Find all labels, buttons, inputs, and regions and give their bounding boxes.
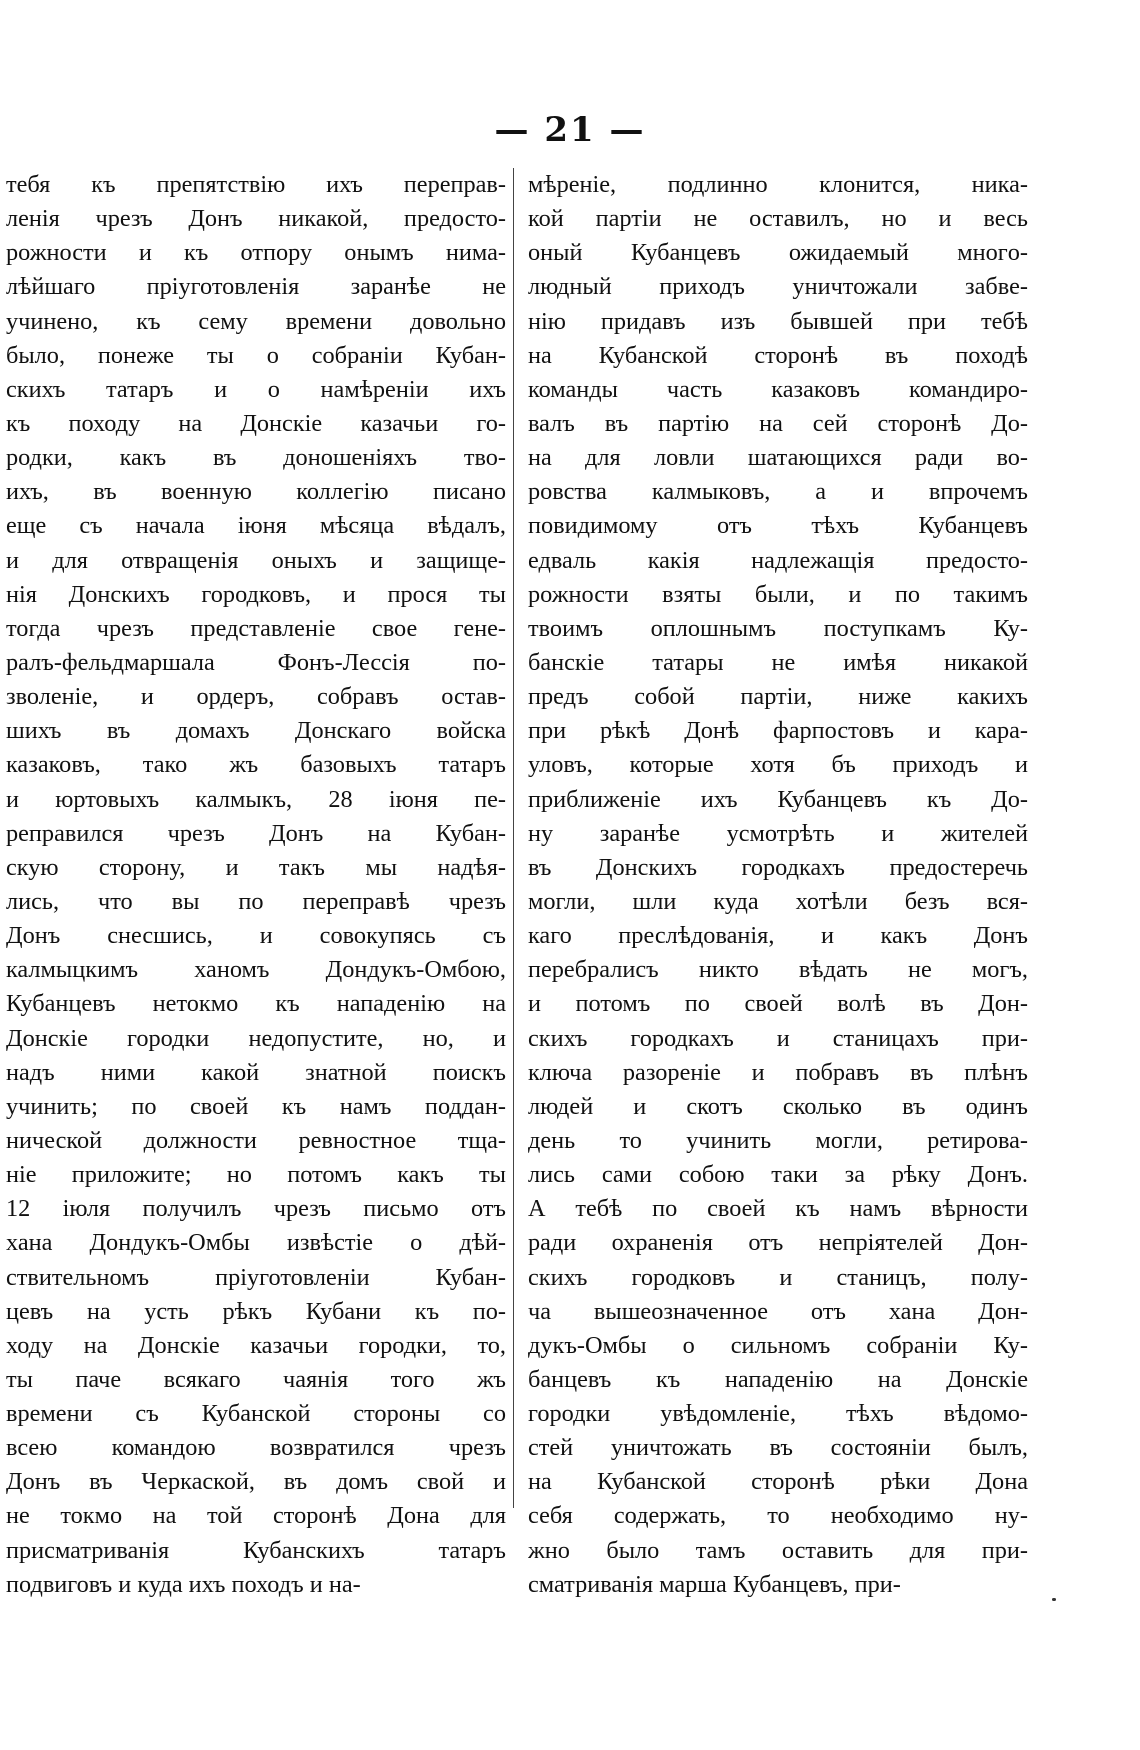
text-line: скихъ городкахъ и станицахъ при- — [528, 1024, 1028, 1052]
text-line: ствительномъ пріуготовленіи Кубан- — [6, 1263, 506, 1291]
text-line: учинить; по своей къ намъ поддан- — [6, 1092, 506, 1120]
text-line: къ походу на Донскіе казачьи го- — [6, 409, 506, 437]
text-line: скихъ татаръ и о намѣреніи ихъ — [6, 375, 506, 403]
text-line: людный приходъ уничтожали забве- — [528, 273, 1028, 301]
text-line: цевъ на усть рѣкъ Кубани къ по- — [6, 1297, 506, 1325]
text-line: и юртовыхъ калмыкъ, 28 іюня пе- — [6, 785, 506, 813]
text-line: день то учинить могли, ретирова- — [528, 1126, 1028, 1154]
text-line: въ Донскихъ городкахъ предостеречь — [528, 853, 1028, 881]
text-line: твоимъ оплошнымъ поступкамъ Ку- — [528, 614, 1028, 642]
text-line: ключа разореніе и побравъ въ плѣнъ — [528, 1058, 1028, 1086]
text-line: было, понеже ты о собраніи Кубан- — [6, 341, 506, 369]
left-column — [6, 168, 506, 1602]
text-line: каго преслѣдованія, и какъ Донъ — [528, 922, 1028, 950]
text-line: повидимому отъ тѣхъ Кубанцевъ — [528, 512, 1028, 540]
text-line: скихъ городковъ и станицъ, полу- — [528, 1263, 1028, 1291]
text-line: шихъ въ домахъ Донскаго войска — [6, 717, 506, 745]
text-line: хана Дондукъ-Омбы извѣстіе о дѣй- — [6, 1229, 506, 1257]
text-line: лѣйшаго пріуготовленія заранѣе не — [6, 273, 506, 301]
text-line: скую сторону, и такъ мы надѣя- — [6, 853, 506, 881]
text-line: надъ ними какой знатной поискъ — [6, 1058, 506, 1086]
text-line: тебя къ препятствію ихъ перепрaв- — [6, 171, 506, 198]
text-line: присматриванія Кубанскихъ татаръ — [6, 1536, 506, 1564]
text-line: нію придавъ изъ бывшей при тебѣ — [528, 307, 1028, 335]
text-line: калмыцкимъ ханомъ Дондукъ-Омбою, — [6, 956, 506, 984]
text-line: при рѣкѣ Донѣ фарпостовъ и кара- — [528, 717, 1028, 745]
text-line: ленія чрезъ Донъ никакой, предосто- — [6, 205, 506, 233]
text-line: реправился чрезъ Донъ на Кубан- — [6, 819, 506, 847]
text-line: ты паче всякаго чаянія того жъ — [6, 1365, 506, 1393]
text-line: ровства калмыковъ, а и впрочемъ — [528, 478, 1028, 506]
page-number: — 21 — — [494, 110, 646, 150]
text-line: нія Донскихъ городковъ, и прося ты — [6, 580, 506, 608]
text-line: А тебѣ по своей къ намъ вѣрности — [528, 1195, 1028, 1223]
right-column — [528, 168, 1028, 1602]
text-line: сматриванія марша Кубанцевъ, при- — [528, 1570, 901, 1598]
text-line: команды часть казаковъ командиро- — [528, 375, 1028, 403]
text-line: городки увѣдомленіе, тѣхъ вѣдомо- — [528, 1400, 1028, 1428]
text-line: жно было тамъ оставить для при- — [528, 1536, 1028, 1564]
text-line: лись, что вы по переправѣ чрезъ — [6, 887, 506, 915]
text-line: времени съ Кубанской стороны со — [6, 1400, 506, 1428]
text-line: мѣреніе, подлинно клонится, ника- — [528, 171, 1028, 198]
text-line: дукъ-Омбы о сильномъ собраніи Ку- — [528, 1331, 1028, 1359]
text-line: банцевъ къ нападенію на Донскіе — [528, 1365, 1028, 1393]
text-line: предъ собой партіи, ниже какихъ — [528, 683, 1028, 711]
print-speck — [1052, 1598, 1056, 1601]
text-line: перебралисъ никто вѣдать не могъ, — [528, 956, 1028, 984]
text-line: ради охраненія отъ непріятелей Дон- — [528, 1229, 1028, 1257]
text-line: валъ въ партію на сей сторонѣ До- — [528, 409, 1028, 437]
text-line: ніе приложите; но потомъ какъ ты — [6, 1161, 506, 1189]
text-line: 12 іюля получилъ чрезъ письмо отъ — [6, 1195, 506, 1223]
text-line: ходу на Донскіе казачьи городки, то, — [6, 1331, 506, 1359]
text-line: рожности взяты были, и по такимъ — [528, 580, 1028, 608]
text-line: родки, какъ въ доношеніяхъ тво- — [6, 444, 506, 472]
text-line: Донскіе городки недопустите, но, и — [6, 1024, 506, 1052]
text-line: приближеніе ихъ Кубанцевъ къ До- — [528, 785, 1028, 813]
text-line: еще съ начала іюня мѣсяца вѣдалъ, — [6, 512, 506, 540]
text-line: Кубанцевъ нетокмо къ нападенію на — [6, 990, 506, 1018]
column-divider — [513, 168, 514, 1508]
text-line: рожности и къ отпору онымъ нима- — [6, 239, 506, 267]
text-line: уловъ, которые хотя бъ приходъ и — [528, 751, 1028, 779]
text-line: Донъ въ Черкаской, въ домъ свой и — [6, 1468, 506, 1496]
text-line: подвиговъ и куда ихъ походъ и на- — [6, 1570, 361, 1598]
text-line: кой партіи не оставилъ, но и весь — [528, 205, 1028, 233]
text-line: ралъ-фельдмаршала Фонъ-Лессія по- — [6, 648, 506, 676]
text-line: и для отвращенія оныхъ и защище- — [6, 546, 506, 574]
text-line: Донъ снесшись, и совокупясь съ — [6, 922, 506, 950]
text-line: оный Кубанцевъ ожидаемый многo- — [528, 239, 1028, 267]
text-line: могли, шли куда хотѣли безъ вся- — [528, 887, 1028, 915]
text-line: тогда чрезъ представленіе свое гене- — [6, 614, 506, 642]
text-line: едваль какія надлежащія предосто- — [528, 546, 1028, 574]
text-line: ча вышеозначенное отъ хана Дон- — [528, 1297, 1028, 1325]
text-line: банскіе татары не имѣя никакой — [528, 648, 1028, 676]
text-line: на Кубанской сторонѣ рѣки Дона — [528, 1468, 1028, 1496]
text-line: всею командою возвратился чрезъ — [6, 1434, 506, 1462]
text-line: ну заранѣе усмотрѣть и жителей — [528, 819, 1028, 847]
text-line: людей и скотъ сколько въ одинъ — [528, 1092, 1028, 1120]
text-line: казаковъ, тако жъ базовыхъ татаръ — [6, 751, 506, 779]
text-line: ихъ, въ военную коллегію писано — [6, 478, 506, 506]
text-line: учинено, къ сему времени довольно — [6, 307, 506, 335]
text-line: себя содержать, то необходимо ну- — [528, 1502, 1028, 1530]
text-line: и потомъ по своей волѣ въ Дон- — [528, 990, 1028, 1018]
text-line: зволеніе, и ордеръ, собравъ остав- — [6, 683, 506, 711]
text-line: нической должности ревностное тща- — [6, 1126, 506, 1154]
text-line: не токмо на той сторонѣ Дона для — [6, 1502, 506, 1530]
text-line: лись сами собою таки за рѣку Донъ. — [528, 1161, 1028, 1189]
text-line: стей уничтожать въ состояніи былъ, — [528, 1434, 1028, 1462]
text-line: на для ловли шатающихся ради во- — [528, 444, 1028, 472]
text-line: на Кубанской сторонѣ въ походѣ — [528, 341, 1028, 369]
